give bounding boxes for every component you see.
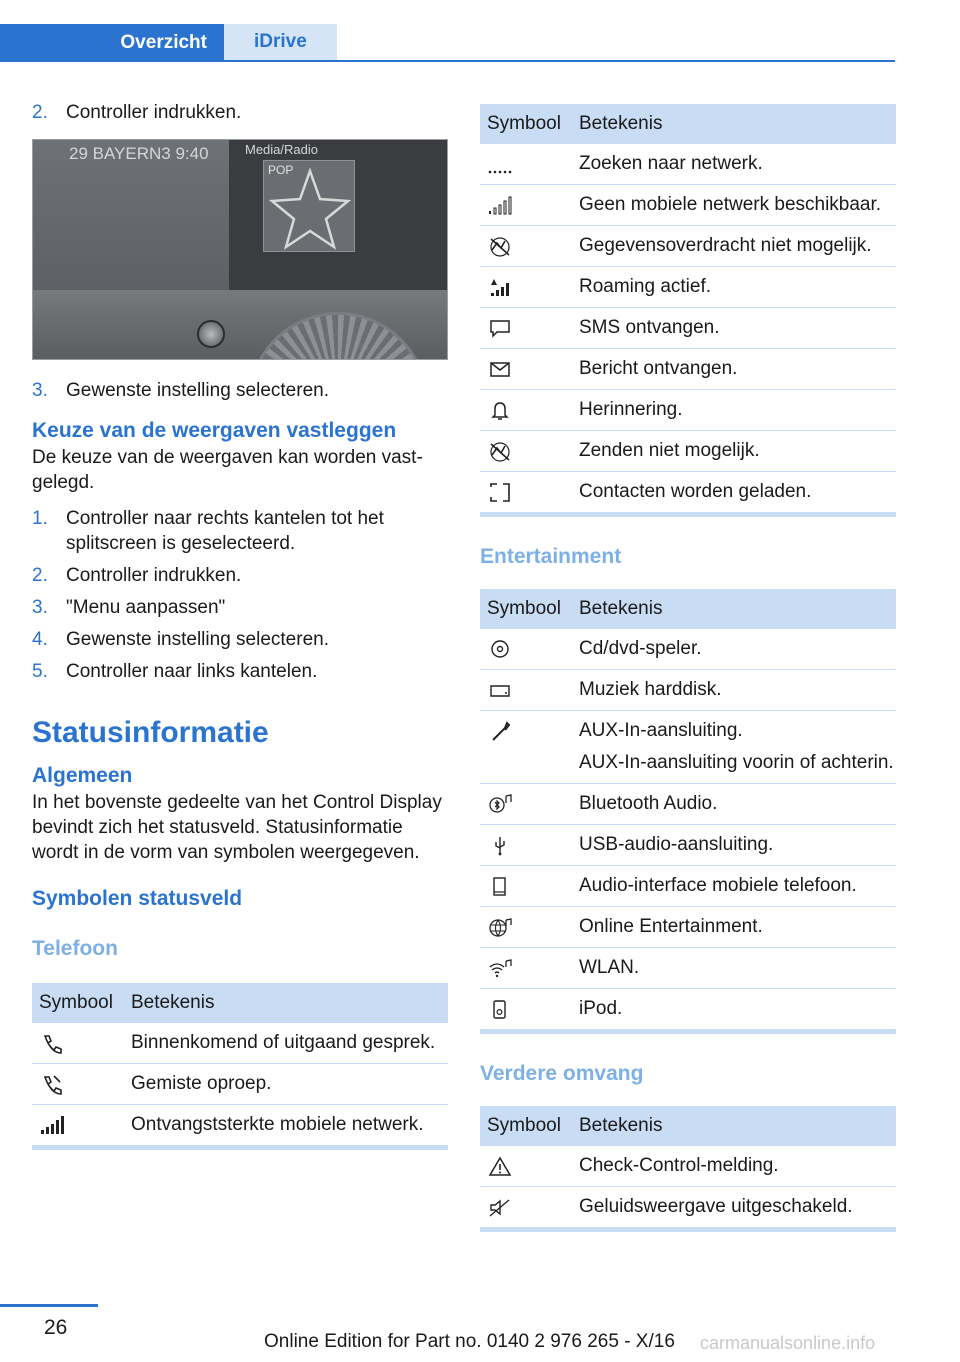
entertainment-heading: Entertainment: [480, 545, 622, 568]
step-text: Controller indrukken.: [66, 565, 242, 586]
meaning-cell: [579, 308, 896, 349]
table-row: [480, 267, 896, 308]
meaning-text: Gegevensoverdracht niet mogelijk.: [579, 235, 872, 256]
meaning-text: WLAN.: [579, 957, 640, 978]
right-column: [480, 104, 896, 1232]
star-icon: [264, 161, 356, 253]
step-item: [32, 100, 448, 125]
warning-triangle-icon: [487, 1155, 513, 1177]
meaning-text: Check-Control-melding.: [579, 1155, 779, 1176]
step-number: 3.: [32, 380, 48, 401]
col-header-meaning: Betekenis: [579, 589, 896, 629]
online-entertainment-icon: [487, 916, 513, 938]
step-number: 2.: [32, 102, 48, 123]
table-row: [480, 431, 896, 472]
symbol-cell: [480, 390, 579, 431]
table-row: [32, 1105, 448, 1148]
photo-station-text: 29 BAYERN3 9:40: [69, 144, 209, 163]
meaning-cell: [579, 226, 896, 267]
symbol-cell: [480, 267, 579, 308]
meaning-text: USB-audio-aansluiting.: [579, 834, 774, 855]
symbol-cell: [480, 144, 579, 185]
meaning-cell: [579, 390, 896, 431]
step-number: 5.: [32, 661, 48, 682]
telefoon-table: [32, 983, 448, 1150]
table-row: [480, 670, 896, 711]
tab-idrive[interactable]: iDrive: [224, 24, 337, 60]
symbol-cell: [480, 226, 579, 267]
col-header-symbol: Symbool: [480, 104, 579, 144]
meaning-cell: [579, 784, 896, 825]
meaning-text: Ontvangststerkte mobiele netwerk.: [131, 1114, 424, 1135]
photo-media-label: Media/Radio: [245, 142, 318, 157]
symbol-cell: [32, 1105, 131, 1148]
meaning-cell: [131, 1105, 448, 1148]
symbol-cell: [480, 948, 579, 989]
symbol-cell: [480, 349, 579, 390]
step-text: Gewenste instelling selecteren.: [66, 629, 329, 650]
table-row: [480, 866, 896, 907]
step-number: 4.: [32, 629, 48, 650]
table-row: [480, 472, 896, 515]
entertainment-table: [480, 589, 896, 1034]
header-bar: [0, 24, 895, 62]
footer-rule: [0, 1304, 98, 1307]
symbol-cell: [480, 1146, 579, 1187]
meaning-text: SMS ontvangen.: [579, 317, 720, 338]
meaning-cell: [579, 1146, 896, 1187]
symbol-cell: [480, 472, 579, 515]
meaning-text: Bericht ontvangen.: [579, 358, 738, 379]
symbol-cell: [480, 907, 579, 948]
watermark-text: carmanualsonline.info: [700, 1333, 876, 1353]
meaning-text: Roaming actief.: [579, 276, 712, 297]
step-item: [32, 659, 448, 684]
meaning-cell: [579, 431, 896, 472]
meaning-text: Gemiste oproep.: [131, 1073, 272, 1094]
symbol-cell: [480, 185, 579, 226]
step-item: [32, 506, 448, 556]
wlan-icon: [487, 957, 513, 979]
meaning-text: AUX-In-aansluiting.: [579, 720, 743, 741]
disc-icon: [487, 638, 513, 660]
step-text: Controller naar links kantelen.: [66, 661, 318, 682]
table-row: [480, 629, 896, 670]
tab-overzicht[interactable]: Overzicht: [0, 24, 224, 62]
keuze-body: De keuze van de weergaven kan worden vastgelegd.: [32, 447, 423, 493]
step-number: 2.: [32, 565, 48, 586]
table-row: [480, 907, 896, 948]
meaning-text: Contacten worden geladen.: [579, 481, 812, 502]
telefoon-table-continued: [480, 104, 896, 517]
col-header-meaning: Betekenis: [579, 1106, 896, 1146]
symbol-cell: [480, 784, 579, 825]
meaning-text: Cd/dvd-speler.: [579, 638, 702, 659]
no-network-icon: [487, 194, 513, 216]
table-row: [480, 784, 896, 825]
telefoon-heading: Telefoon: [32, 937, 118, 960]
symbol-cell: [480, 431, 579, 472]
table-row: [480, 1187, 896, 1230]
symbol-cell: [480, 866, 579, 907]
col-header-symbol: Symbool: [480, 589, 579, 629]
symbol-cell: [480, 629, 579, 670]
meaning-cell: [579, 907, 896, 948]
bluetooth-audio-icon: [487, 793, 513, 815]
meaning-text: Zenden niet mogelijk.: [579, 440, 760, 461]
step-number: 3.: [32, 597, 48, 618]
table-row: [480, 185, 896, 226]
step-text: Controller naar rechts kantelen tot het splitscreen is geselecteerd.: [66, 508, 384, 554]
algemeen-heading: Algemeen: [32, 764, 133, 787]
symbol-cell: [480, 825, 579, 866]
table-row: [480, 308, 896, 349]
meaning-cell: [579, 144, 896, 185]
statusinformatie-heading: Statusinformatie: [32, 716, 269, 749]
col-header-symbol: Symbool: [480, 1106, 579, 1146]
meaning-text: Binnenkomend of uitgaand gesprek.: [131, 1032, 436, 1053]
meaning-cell: [579, 711, 896, 784]
bell-icon: [487, 399, 513, 421]
sms-icon: [487, 317, 513, 339]
table-row: [480, 144, 896, 185]
usb-icon: [487, 834, 513, 856]
no-data-icon: [487, 235, 513, 257]
verdere-table: [480, 1106, 896, 1232]
table-row: [480, 1146, 896, 1187]
symbol-cell: [480, 711, 579, 784]
header-rule: [0, 60, 895, 62]
symbol-cell: [480, 308, 579, 349]
photo-small-knob: [197, 320, 225, 348]
network-search-icon: [487, 153, 513, 175]
col-header-meaning: Betekenis: [131, 983, 448, 1023]
missed-call-icon: [39, 1073, 65, 1095]
meaning-cell: [579, 472, 896, 515]
meaning-cell: [131, 1023, 448, 1064]
step-text: "Menu aanpassen": [66, 597, 226, 618]
symbol-cell: [32, 1023, 131, 1064]
meaning-cell: [131, 1064, 448, 1105]
meaning-cell: [579, 629, 896, 670]
left-column: [32, 100, 448, 1150]
aux-plug-icon: [487, 720, 513, 742]
step-text: Controller indrukken.: [66, 102, 242, 123]
table-row: [480, 711, 896, 784]
photo-album-tile: [263, 160, 355, 252]
col-header-meaning: Betekenis: [579, 104, 896, 144]
meaning-cell: [579, 989, 896, 1032]
meaning-cell: [579, 825, 896, 866]
meaning-text: iPod.: [579, 998, 623, 1019]
step-item: [32, 378, 448, 403]
table-row: [480, 349, 896, 390]
envelope-icon: [487, 358, 513, 380]
meaning-cell: [579, 948, 896, 989]
page-number: 26: [44, 1316, 68, 1339]
meaning-text: Bluetooth Audio.: [579, 793, 718, 814]
algemeen-body: In het bovenste gedeelte van het Control Display bevindt zich het statusveld. Statusinformatie wordt in de vorm van symbolen weergegeven.: [32, 792, 442, 863]
meaning-text: Audio-interface mobiele telefoon.: [579, 875, 857, 896]
roaming-icon: [487, 276, 513, 298]
phone-call-icon: [39, 1032, 65, 1054]
phone-audio-icon: [487, 875, 513, 897]
symbol-cell: [480, 989, 579, 1032]
meaning-subtext: AUX-In-aansluiting voorin of achterin.: [579, 752, 894, 773]
table-row: [480, 825, 896, 866]
meaning-cell: [579, 267, 896, 308]
no-send-icon: [487, 440, 513, 462]
step-item: [32, 595, 448, 620]
meaning-text: Herinnering.: [579, 399, 683, 420]
table-row: [480, 390, 896, 431]
table-row: [32, 1064, 448, 1105]
symbol-cell: [32, 1064, 131, 1105]
meaning-text: Zoeken naar netwerk.: [579, 153, 763, 174]
step-item: [32, 563, 448, 588]
table-row: [32, 1023, 448, 1064]
control-display-photo: [32, 139, 448, 360]
keuze-heading: Keuze van de weergaven vastleggen: [32, 419, 397, 442]
keuze-steps-list: [32, 506, 448, 684]
meaning-text: Muziek harddisk.: [579, 679, 722, 700]
table-row: [480, 226, 896, 267]
step-item: [32, 627, 448, 652]
meaning-text: Online Entertainment.: [579, 916, 763, 937]
symbol-cell: [480, 670, 579, 711]
col-header-symbol: Symbool: [32, 983, 131, 1023]
photo-pop-label: POP: [268, 163, 294, 177]
meaning-text: Geen mobiele netwerk beschikbaar.: [579, 194, 882, 215]
table-row: [480, 948, 896, 989]
contacts-loading-icon: [487, 481, 513, 503]
step-text: Gewenste instelling selecteren.: [66, 380, 329, 401]
meaning-cell: [579, 866, 896, 907]
meaning-cell: [579, 670, 896, 711]
signal-strength-icon: [39, 1114, 65, 1136]
symbolen-heading: Symbolen statusveld: [32, 887, 243, 910]
meaning-text: Geluidsweergave uitgeschakeld.: [579, 1196, 853, 1217]
edition-text: Online Edition for Part no. 0140 2 976 265 - X/16: [264, 1331, 675, 1352]
mute-icon: [487, 1196, 513, 1218]
meaning-cell: [579, 349, 896, 390]
step-number: 1.: [32, 508, 48, 529]
harddisk-icon: [487, 679, 513, 701]
meaning-cell: [579, 1187, 896, 1230]
table-row: [480, 989, 896, 1032]
symbol-cell: [480, 1187, 579, 1230]
meaning-cell: [579, 185, 896, 226]
ipod-icon: [487, 998, 513, 1020]
verdere-heading: Verdere omvang: [480, 1062, 644, 1085]
